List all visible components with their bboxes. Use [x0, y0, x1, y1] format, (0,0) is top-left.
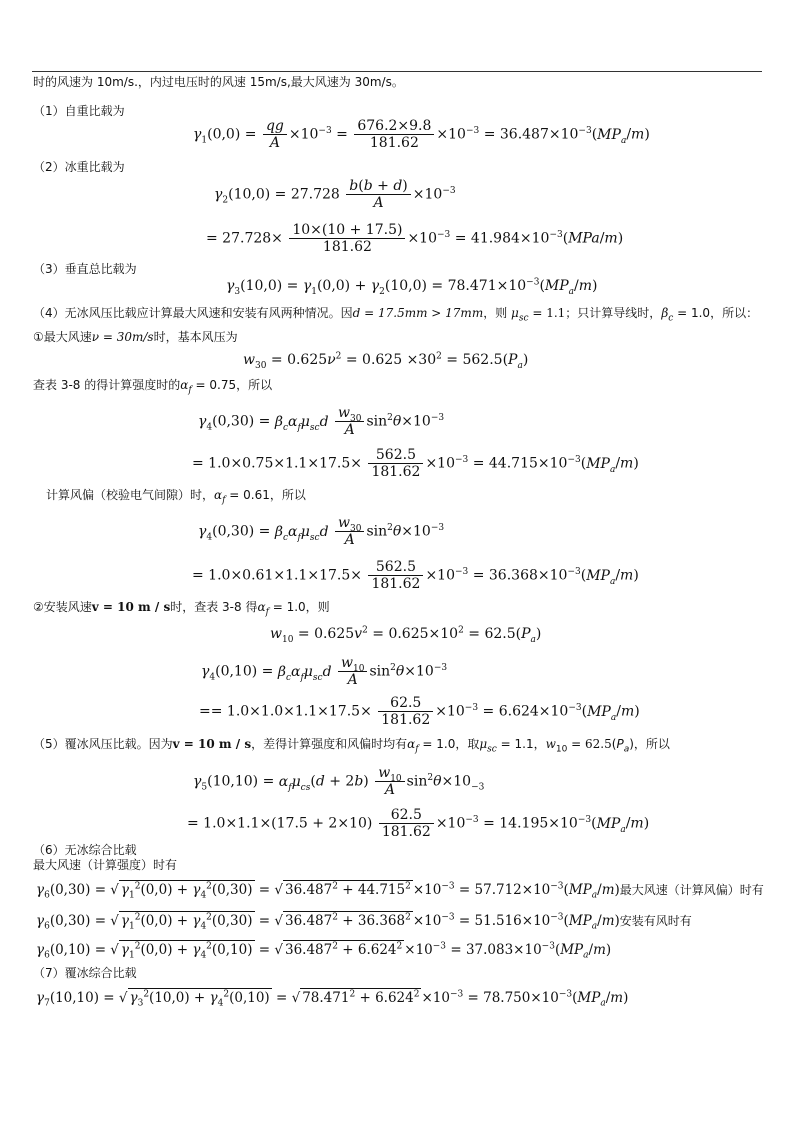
- equation-w30: $w_{30} = 0.625\nu^2 = 0.625 \times 30^2 = 562.5(P_a)$: [243, 351, 529, 371]
- equation-gamma5-a: $\gamma_5(10,10) = \alpha_f\mu_{cs}(d + 2b)$ $\frac{w_{10}}{A}$ $\sin^2\theta\times 10_{-3}$: [193, 765, 485, 798]
- section-5-intro: （5）覆冰风压比载。因为v = 10 m / s，差得计算强度和风偏时均有$\alpha_f = 1.0$，取$\mu_{sc} = 1.1$，$w_{10} = 62.5(P_a)$，所以: [33, 737, 670, 755]
- section-7-label: （7）覆冰综合比载: [33, 966, 137, 980]
- section-6-sublabel: 最大风速（计算强度）时有: [33, 858, 178, 872]
- section-2-label: （2）冰重比载为: [33, 160, 125, 174]
- equation-gamma2-a: $\gamma_2(10,0) = 27.728$ $\frac{b(b + d)}{A}$ $\times 10^{-3}$: [214, 178, 456, 211]
- section-1-label: （1）自重比载为: [33, 104, 125, 118]
- equation-gamma3: $\gamma_3(10,0) = \gamma_1(0,0) + \gamma_2(10,0) = 78.471\times 10^{-3}(MP_a/m)$: [226, 277, 598, 297]
- header-rule: [32, 71, 762, 72]
- section-6-label: （6）无冰综合比载: [33, 843, 137, 857]
- header-text: 时的风速为 10m/s.，内过电压时的风速 15m/s,最大风速为 30m/s。: [33, 75, 404, 89]
- equation-gamma2-b: = 27.728× $\frac{10\times(10 + 17.5)}{181.62}$ $\times 10^{-3} = 41.984\times 10^{-3}(MPa/m)$: [206, 222, 624, 255]
- calc-wind-line: 计算风偏（校验电气间隙）时，$\alpha_f = 0.61$，所以: [46, 488, 306, 506]
- equation-gamma1: $\gamma_1(0,0)$ = $\frac{qg}{A}$ $\times 10^{-3}$ = $\frac{676.2\times 9.8}{181.62}$ $\times 10^{-3} = 36.487\times 10^{-3}(MP_a/m)$: [193, 118, 650, 151]
- lookup-line: 查表 3-8 的得计算强度时的$\alpha_f = 0.75$，所以: [33, 378, 273, 396]
- equation-gamma4-030-c: $\gamma_4(0,30) = \beta_c\alpha_f\mu_{sc}d$ $\frac{w_{30}}{A}$ $\sin^2\theta\times 10^{-3}$: [198, 515, 445, 548]
- section-3-label: （3）垂直总比载为: [33, 262, 137, 276]
- equation-w10: $w_{10} = 0.625v^2 = 0.625\times 10^2 = 62.5(P_a)$: [270, 625, 542, 645]
- equation-gamma5-b: = 1.0×1.1×(17.5 + 2×10) $\frac{62.5}{181.62}$ $\times 10^{-3} = 14.195\times 10^{-3}(MP_a/m)$: [187, 807, 650, 840]
- equation-gamma4-010-a: $\gamma_4(0,10) = \beta_c\alpha_f\mu_{sc}d$ $\frac{w_{10}}{A}$ $\sin^2\theta\times 10^{-3}$: [201, 655, 448, 688]
- max-wind-line: ①最大风速ν = 30m/s时，基本风压为: [33, 330, 238, 344]
- equation-gamma6-030-b: $\gamma_6(0,30)$ = √ $\gamma_1^2(0,0) + \gamma_4^2(0,30)$ = √ $36.487^2 + 36.368^2 \times 10^{-3} = 51.516\times 10^{-3}(MP_a/m)$安装有风时有: [36, 912, 692, 932]
- tail-label-1: 最大风速（计算风偏）时有: [619, 883, 764, 897]
- equation-gamma4-030-b: = 1.0×0.75×1.1×17.5× $\frac{562.5}{181.62}$ $\times 10^{-3} = 44.715\times 10^{-3}(MP_a/m)$: [192, 447, 639, 480]
- equation-gamma7: $\gamma_7(10,10)$ = √ $\gamma_3^2(10,0) + \gamma_4^2(0,10)$ = √ $78.471^2 + 6.624^2 \times 10^{-3} = 78.750\times 10^{-3}(MP_a/m)$: [36, 989, 629, 1009]
- section-4-intro: （4）无冰风压比载应计算最大风速和安装有风两种情况。因d = 17.5mm > 17mm，则 $\mu_{sc} = 1.1$；只计算导线时，$\beta_c = 1.0$，所以：: [33, 306, 759, 324]
- equation-gamma4-010-b: == 1.0×1.0×1.1×17.5× $\frac{62.5}{181.62}$ $\times 10^{-3} = 6.624\times 10^{-3}(MP_a/m)$: [199, 695, 640, 728]
- tail-label-2: 安装有风时有: [619, 914, 692, 928]
- equation-gamma6-010: $\gamma_6(0,10)$ = √ $\gamma_1^2(0,0) + \gamma_4^2(0,10)$ = √ $36.487^2 + 6.624^2 \times 10^{-3} = 37.083\times 10^{-3}(MP_a/m)$: [36, 941, 612, 961]
- equation-gamma6-030-a: $\gamma_6(0,30)$ = √ $\gamma_1^2(0,0) + \gamma_4^2(0,30)$ = √ $36.487^2 + 44.715^2 \times 10^{-3} = 57.712\times 10^{-3}(MP_a/m)$最大风速（计算风偏）时有: [36, 881, 764, 901]
- equation-gamma4-030-d: = 1.0×0.61×1.1×17.5× $\frac{562.5}{181.62}$ $\times 10^{-3} = 36.368\times 10^{-3}(MP_a/m)$: [192, 559, 639, 592]
- equation-gamma4-030-a: $\gamma_4(0,30) = \beta_c\alpha_f\mu_{sc}d$ $\frac{w_{30}}{A}$ $\sin^2\theta\times 10^{-3}$: [198, 405, 445, 438]
- install-wind-line: ②安装风速v = 10 m / s时，查表 3-8 得$\alpha_f = 1.0$，则: [33, 600, 330, 618]
